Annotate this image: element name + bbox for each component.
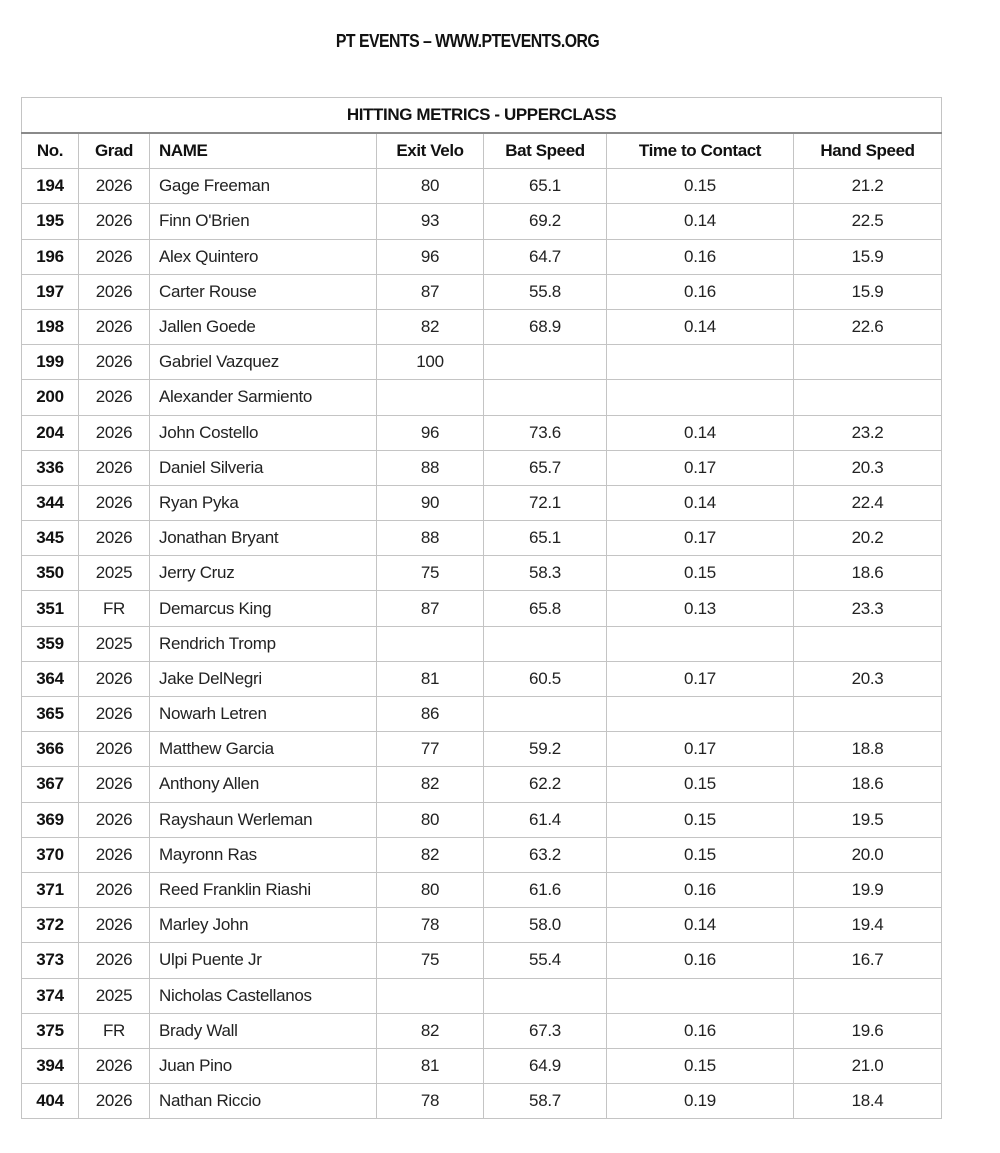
cell-name: Carter Rouse (150, 274, 377, 309)
cell-time-to-contact (607, 380, 794, 415)
cell-time-to-contact: 0.17 (607, 521, 794, 556)
cell-hand-speed: 20.3 (794, 450, 942, 485)
table-row (22, 1013, 942, 1048)
cell-bat-speed (484, 626, 607, 661)
cell-grad: 2026 (79, 415, 150, 450)
table-row (22, 978, 942, 1013)
cell-no: 374 (22, 978, 79, 1013)
cell-bat-speed (484, 380, 607, 415)
cell-grad: 2026 (79, 767, 150, 802)
cell-name: Jerry Cruz (150, 556, 377, 591)
cell-no: 367 (22, 767, 79, 802)
cell-exit-velo: 80 (377, 169, 484, 204)
cell-bat-speed: 60.5 (484, 661, 607, 696)
cell-bat-speed: 55.8 (484, 274, 607, 309)
cell-grad: 2026 (79, 837, 150, 872)
table-row (22, 872, 942, 907)
cell-name: Gage Freeman (150, 169, 377, 204)
cell-time-to-contact: 0.16 (607, 943, 794, 978)
table-row (22, 169, 942, 204)
cell-time-to-contact: 0.15 (607, 837, 794, 872)
cell-grad: 2026 (79, 1084, 150, 1119)
cell-grad: 2025 (79, 626, 150, 661)
cell-grad: 2026 (79, 204, 150, 239)
column-header-grad: Grad (79, 133, 150, 169)
cell-name: Marley John (150, 908, 377, 943)
cell-hand-speed: 23.3 (794, 591, 942, 626)
cell-hand-speed (794, 626, 942, 661)
cell-hand-speed: 18.4 (794, 1084, 942, 1119)
cell-no: 194 (22, 169, 79, 204)
cell-no: 404 (22, 1084, 79, 1119)
cell-grad: 2026 (79, 732, 150, 767)
cell-time-to-contact: 0.15 (607, 802, 794, 837)
cell-name: John Costello (150, 415, 377, 450)
cell-time-to-contact: 0.14 (607, 908, 794, 943)
cell-exit-velo: 82 (377, 767, 484, 802)
cell-name: Ryan Pyka (150, 485, 377, 520)
cell-exit-velo: 96 (377, 239, 484, 274)
cell-time-to-contact: 0.14 (607, 204, 794, 239)
cell-grad: 2026 (79, 450, 150, 485)
cell-exit-velo: 82 (377, 837, 484, 872)
cell-grad: 2026 (79, 485, 150, 520)
cell-time-to-contact: 0.16 (607, 872, 794, 907)
cell-time-to-contact: 0.19 (607, 1084, 794, 1119)
cell-bat-speed: 64.7 (484, 239, 607, 274)
cell-exit-velo (377, 626, 484, 661)
cell-name: Daniel Silveria (150, 450, 377, 485)
table-row (22, 1084, 942, 1119)
cell-exit-velo: 75 (377, 943, 484, 978)
cell-grad: 2026 (79, 697, 150, 732)
cell-hand-speed: 18.6 (794, 556, 942, 591)
cell-exit-velo: 87 (377, 591, 484, 626)
cell-hand-speed: 16.7 (794, 943, 942, 978)
cell-hand-speed: 21.2 (794, 169, 942, 204)
cell-grad: 2025 (79, 556, 150, 591)
cell-name: Jallen Goede (150, 309, 377, 344)
cell-grad: 2026 (79, 380, 150, 415)
cell-bat-speed: 55.4 (484, 943, 607, 978)
cell-hand-speed: 23.2 (794, 415, 942, 450)
cell-no: 198 (22, 309, 79, 344)
cell-time-to-contact: 0.17 (607, 661, 794, 696)
column-header-no: No. (22, 133, 79, 169)
cell-name: Matthew Garcia (150, 732, 377, 767)
cell-grad: 2026 (79, 908, 150, 943)
cell-bat-speed: 67.3 (484, 1013, 607, 1048)
cell-time-to-contact: 0.15 (607, 1048, 794, 1083)
cell-hand-speed: 22.5 (794, 204, 942, 239)
cell-no: 370 (22, 837, 79, 872)
cell-exit-velo: 87 (377, 274, 484, 309)
cell-time-to-contact (607, 697, 794, 732)
cell-time-to-contact: 0.16 (607, 1013, 794, 1048)
column-header-row (22, 133, 942, 169)
cell-hand-speed: 20.0 (794, 837, 942, 872)
table-body (22, 169, 942, 1119)
table-row (22, 591, 942, 626)
table-row (22, 274, 942, 309)
cell-time-to-contact: 0.14 (607, 415, 794, 450)
cell-name: Mayronn Ras (150, 837, 377, 872)
cell-hand-speed: 19.5 (794, 802, 942, 837)
cell-time-to-contact: 0.14 (607, 485, 794, 520)
cell-exit-velo: 80 (377, 872, 484, 907)
cell-name: Nowarh Letren (150, 697, 377, 732)
column-header-hand-speed: Hand Speed (794, 133, 942, 169)
cell-exit-velo: 93 (377, 204, 484, 239)
cell-no: 372 (22, 908, 79, 943)
table-row (22, 661, 942, 696)
cell-no: 344 (22, 485, 79, 520)
cell-name: Finn O'Brien (150, 204, 377, 239)
cell-bat-speed: 69.2 (484, 204, 607, 239)
cell-name: Demarcus King (150, 591, 377, 626)
cell-time-to-contact: 0.17 (607, 450, 794, 485)
cell-hand-speed (794, 380, 942, 415)
cell-bat-speed: 65.1 (484, 521, 607, 556)
cell-grad: 2026 (79, 943, 150, 978)
cell-bat-speed: 72.1 (484, 485, 607, 520)
cell-exit-velo: 81 (377, 661, 484, 696)
page-header: PT EVENTS – WWW.PTEVENTS.ORG (335, 31, 600, 51)
cell-exit-velo: 82 (377, 1013, 484, 1048)
table-row (22, 485, 942, 520)
cell-hand-speed (794, 697, 942, 732)
cell-hand-speed: 19.6 (794, 1013, 942, 1048)
table-title: HITTING METRICS - UPPERCLASS (22, 98, 942, 134)
cell-grad: 2026 (79, 239, 150, 274)
cell-no: 197 (22, 274, 79, 309)
cell-bat-speed (484, 345, 607, 380)
cell-exit-velo (377, 978, 484, 1013)
cell-no: 195 (22, 204, 79, 239)
cell-name: Anthony Allen (150, 767, 377, 802)
table-row (22, 1048, 942, 1083)
cell-grad: 2026 (79, 274, 150, 309)
cell-exit-velo: 77 (377, 732, 484, 767)
table-row (22, 732, 942, 767)
cell-no: 200 (22, 380, 79, 415)
cell-bat-speed (484, 978, 607, 1013)
cell-exit-velo (377, 380, 484, 415)
cell-hand-speed: 19.4 (794, 908, 942, 943)
cell-no: 366 (22, 732, 79, 767)
cell-bat-speed: 65.7 (484, 450, 607, 485)
cell-exit-velo: 81 (377, 1048, 484, 1083)
cell-name: Juan Pino (150, 1048, 377, 1083)
cell-exit-velo: 78 (377, 908, 484, 943)
table-row (22, 239, 942, 274)
cell-grad: 2026 (79, 521, 150, 556)
cell-bat-speed: 58.3 (484, 556, 607, 591)
cell-hand-speed (794, 345, 942, 380)
cell-grad: 2026 (79, 345, 150, 380)
cell-no: 359 (22, 626, 79, 661)
cell-hand-speed: 15.9 (794, 274, 942, 309)
cell-no: 369 (22, 802, 79, 837)
cell-grad: 2025 (79, 978, 150, 1013)
table-row (22, 415, 942, 450)
cell-name: Rayshaun Werleman (150, 802, 377, 837)
cell-grad: 2026 (79, 1048, 150, 1083)
cell-grad: FR (79, 1013, 150, 1048)
cell-bat-speed: 68.9 (484, 309, 607, 344)
cell-no: 350 (22, 556, 79, 591)
cell-no: 351 (22, 591, 79, 626)
table-row (22, 767, 942, 802)
cell-bat-speed: 65.8 (484, 591, 607, 626)
cell-hand-speed: 19.9 (794, 872, 942, 907)
cell-name: Alex Quintero (150, 239, 377, 274)
cell-bat-speed: 58.7 (484, 1084, 607, 1119)
cell-name: Gabriel Vazquez (150, 345, 377, 380)
cell-time-to-contact: 0.15 (607, 169, 794, 204)
cell-no: 199 (22, 345, 79, 380)
cell-exit-velo: 88 (377, 450, 484, 485)
cell-name: Alexander Sarmiento (150, 380, 377, 415)
table-row (22, 345, 942, 380)
table-row (22, 697, 942, 732)
table-row (22, 204, 942, 239)
cell-exit-velo: 88 (377, 521, 484, 556)
cell-time-to-contact: 0.17 (607, 732, 794, 767)
table-row (22, 309, 942, 344)
cell-bat-speed: 59.2 (484, 732, 607, 767)
cell-no: 365 (22, 697, 79, 732)
table-row (22, 380, 942, 415)
cell-grad: 2026 (79, 309, 150, 344)
cell-name: Reed Franklin Riashi (150, 872, 377, 907)
cell-no: 336 (22, 450, 79, 485)
table-row (22, 908, 942, 943)
cell-grad: 2026 (79, 802, 150, 837)
cell-name: Jonathan Bryant (150, 521, 377, 556)
cell-hand-speed: 15.9 (794, 239, 942, 274)
cell-name: Nathan Riccio (150, 1084, 377, 1119)
cell-time-to-contact: 0.15 (607, 556, 794, 591)
table-row (22, 802, 942, 837)
cell-grad: 2026 (79, 661, 150, 696)
cell-name: Ulpi Puente Jr (150, 943, 377, 978)
cell-name: Nicholas Castellanos (150, 978, 377, 1013)
cell-exit-velo: 100 (377, 345, 484, 380)
cell-bat-speed (484, 697, 607, 732)
cell-exit-velo: 86 (377, 697, 484, 732)
cell-no: 345 (22, 521, 79, 556)
cell-no: 371 (22, 872, 79, 907)
cell-exit-velo: 90 (377, 485, 484, 520)
cell-no: 394 (22, 1048, 79, 1083)
cell-exit-velo: 82 (377, 309, 484, 344)
cell-bat-speed: 61.6 (484, 872, 607, 907)
cell-name: Brady Wall (150, 1013, 377, 1048)
cell-hand-speed: 20.2 (794, 521, 942, 556)
table-row (22, 450, 942, 485)
cell-bat-speed: 63.2 (484, 837, 607, 872)
table-row (22, 626, 942, 661)
cell-no: 364 (22, 661, 79, 696)
cell-time-to-contact (607, 978, 794, 1013)
cell-time-to-contact (607, 626, 794, 661)
cell-bat-speed: 65.1 (484, 169, 607, 204)
cell-bat-speed: 61.4 (484, 802, 607, 837)
cell-exit-velo: 75 (377, 556, 484, 591)
cell-name: Jake DelNegri (150, 661, 377, 696)
column-header-bat-speed: Bat Speed (484, 133, 607, 169)
cell-hand-speed: 22.6 (794, 309, 942, 344)
cell-grad: FR (79, 591, 150, 626)
column-header-name: NAME (150, 133, 377, 169)
cell-bat-speed: 58.0 (484, 908, 607, 943)
column-header-exit-velo: Exit Velo (377, 133, 484, 169)
cell-grad: 2026 (79, 872, 150, 907)
cell-hand-speed: 18.6 (794, 767, 942, 802)
cell-bat-speed: 73.6 (484, 415, 607, 450)
cell-time-to-contact: 0.15 (607, 767, 794, 802)
cell-grad: 2026 (79, 169, 150, 204)
cell-time-to-contact: 0.14 (607, 309, 794, 344)
cell-no: 375 (22, 1013, 79, 1048)
cell-time-to-contact: 0.16 (607, 239, 794, 274)
cell-exit-velo: 96 (377, 415, 484, 450)
cell-name: Rendrich Tromp (150, 626, 377, 661)
cell-time-to-contact: 0.16 (607, 274, 794, 309)
table-row (22, 556, 942, 591)
cell-exit-velo: 78 (377, 1084, 484, 1119)
cell-hand-speed (794, 978, 942, 1013)
table-row (22, 521, 942, 556)
cell-bat-speed: 64.9 (484, 1048, 607, 1083)
cell-no: 204 (22, 415, 79, 450)
cell-hand-speed: 18.8 (794, 732, 942, 767)
table-row (22, 837, 942, 872)
cell-hand-speed: 21.0 (794, 1048, 942, 1083)
cell-hand-speed: 22.4 (794, 485, 942, 520)
cell-bat-speed: 62.2 (484, 767, 607, 802)
cell-time-to-contact (607, 345, 794, 380)
column-header-time-to-contact: Time to Contact (607, 133, 794, 169)
table-row (22, 943, 942, 978)
cell-no: 196 (22, 239, 79, 274)
hitting-metrics-table (21, 97, 942, 1119)
cell-exit-velo: 80 (377, 802, 484, 837)
cell-time-to-contact: 0.13 (607, 591, 794, 626)
cell-hand-speed: 20.3 (794, 661, 942, 696)
cell-no: 373 (22, 943, 79, 978)
